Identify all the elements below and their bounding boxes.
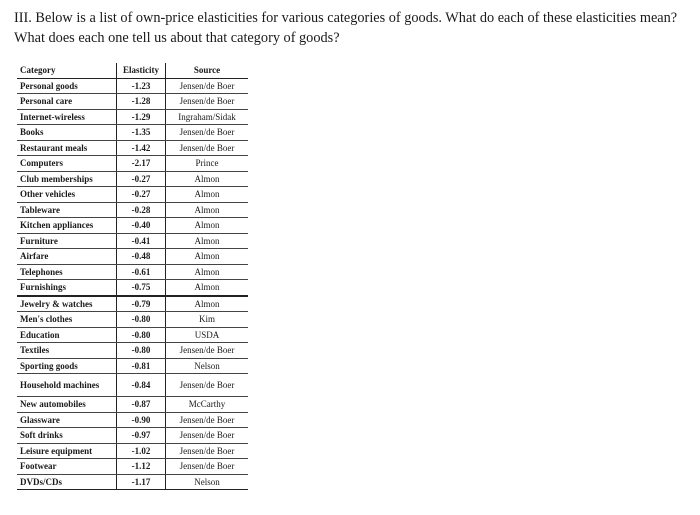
- table-row: [17, 171, 248, 187]
- elasticity-cell: -0.80: [117, 327, 166, 343]
- table-row: [17, 218, 248, 234]
- category-cell: Restaurant meals: [17, 140, 117, 156]
- elasticity-cell: -0.90: [117, 412, 166, 428]
- table-row: [17, 412, 248, 428]
- table-row: [17, 264, 248, 280]
- elasticity-cell: -0.97: [117, 428, 166, 444]
- source-cell: USDA: [166, 327, 249, 343]
- table-row: [17, 296, 248, 312]
- table-row: [17, 233, 248, 249]
- source-cell: Jensen/de Boer: [166, 140, 249, 156]
- source-cell: Jensen/de Boer: [166, 125, 249, 141]
- elasticity-cell: -0.87: [117, 397, 166, 413]
- source-cell: Nelson: [166, 474, 249, 490]
- table-row: [17, 474, 248, 490]
- category-cell: Books: [17, 125, 117, 141]
- category-cell: Personal goods: [17, 78, 117, 94]
- elasticity-cell: -1.02: [117, 443, 166, 459]
- source-cell: Jensen/de Boer: [166, 412, 249, 428]
- category-cell: Furniture: [17, 233, 117, 249]
- category-cell: Club memberships: [17, 171, 117, 187]
- source-cell: McCarthy: [166, 397, 249, 413]
- elasticity-cell: -0.80: [117, 312, 166, 328]
- table-row: [17, 140, 248, 156]
- table-body: [17, 78, 248, 490]
- question-text: III. Below is a list of own-price elasticities for various categories of goods. What do each of these elasticities mean? What does each one tell us about that category of goods?: [14, 10, 678, 46]
- table-row: [17, 358, 248, 374]
- elasticity-cell: -0.81: [117, 358, 166, 374]
- elasticity-cell: -2.17: [117, 156, 166, 172]
- table-row: [17, 109, 248, 125]
- elasticity-cell: -1.29: [117, 109, 166, 125]
- source-cell: Almon: [166, 296, 249, 312]
- source-cell: Almon: [166, 187, 249, 203]
- table-row: [17, 428, 248, 444]
- table-row: [17, 249, 248, 265]
- elasticity-cell: -1.28: [117, 94, 166, 110]
- table-row: [17, 94, 248, 110]
- elasticity-table: [17, 63, 248, 490]
- category-cell: DVDs/CDs: [17, 474, 117, 490]
- category-cell: Household machines: [17, 374, 117, 397]
- elasticity-cell: -0.40: [117, 218, 166, 234]
- elasticity-cell: -1.23: [117, 78, 166, 94]
- category-cell: Glassware: [17, 412, 117, 428]
- source-cell: Jensen/de Boer: [166, 428, 249, 444]
- source-cell: Almon: [166, 171, 249, 187]
- category-cell: Personal care: [17, 94, 117, 110]
- table-row: [17, 280, 248, 296]
- table-row: [17, 187, 248, 203]
- table-row: [17, 202, 248, 218]
- elasticity-cell: -0.80: [117, 343, 166, 359]
- source-cell: Jensen/de Boer: [166, 443, 249, 459]
- header-category: Category: [17, 63, 117, 78]
- category-cell: Airfare: [17, 249, 117, 265]
- category-cell: Textiles: [17, 343, 117, 359]
- source-cell: Jensen/de Boer: [166, 94, 249, 110]
- source-cell: Jensen/de Boer: [166, 78, 249, 94]
- table-row: [17, 459, 248, 475]
- category-cell: Kitchen appliances: [17, 218, 117, 234]
- category-cell: Men's clothes: [17, 312, 117, 328]
- table-row: [17, 327, 248, 343]
- table-row: [17, 374, 248, 397]
- elasticity-cell: -1.42: [117, 140, 166, 156]
- elasticity-cell: -0.48: [117, 249, 166, 265]
- elasticity-cell: -0.28: [117, 202, 166, 218]
- category-cell: Leisure equipment: [17, 443, 117, 459]
- source-cell: Almon: [166, 218, 249, 234]
- source-cell: Kim: [166, 312, 249, 328]
- elasticity-cell: -0.61: [117, 264, 166, 280]
- source-cell: Almon: [166, 249, 249, 265]
- source-cell: Ingraham/Sidak: [166, 109, 249, 125]
- category-cell: Jewelry & watches: [17, 296, 117, 312]
- table-row: [17, 443, 248, 459]
- category-cell: Furnishings: [17, 280, 117, 296]
- category-cell: New automobiles: [17, 397, 117, 413]
- elasticity-cell: -0.27: [117, 171, 166, 187]
- category-cell: Telephones: [17, 264, 117, 280]
- category-cell: Sporting goods: [17, 358, 117, 374]
- table-header-row: [17, 63, 248, 78]
- source-cell: Almon: [166, 264, 249, 280]
- table-row: [17, 397, 248, 413]
- elasticity-cell: -1.35: [117, 125, 166, 141]
- source-cell: Prince: [166, 156, 249, 172]
- elasticity-cell: -0.27: [117, 187, 166, 203]
- category-cell: Computers: [17, 156, 117, 172]
- elasticity-cell: -1.17: [117, 474, 166, 490]
- elasticity-cell: -0.79: [117, 296, 166, 312]
- header-elasticity: Elasticity: [117, 63, 166, 78]
- source-cell: Almon: [166, 280, 249, 296]
- header-source: Source: [166, 63, 249, 78]
- table-row: [17, 78, 248, 94]
- elasticity-cell: -0.41: [117, 233, 166, 249]
- source-cell: Almon: [166, 202, 249, 218]
- source-cell: Jensen/de Boer: [166, 343, 249, 359]
- elasticity-cell: -0.75: [117, 280, 166, 296]
- table-row: [17, 312, 248, 328]
- category-cell: Other vehicles: [17, 187, 117, 203]
- source-cell: Nelson: [166, 358, 249, 374]
- source-cell: Jensen/de Boer: [166, 374, 249, 397]
- table-row: [17, 156, 248, 172]
- table-row: [17, 125, 248, 141]
- table-row: [17, 343, 248, 359]
- elasticity-cell: -1.12: [117, 459, 166, 475]
- source-cell: Almon: [166, 233, 249, 249]
- elasticity-cell: -0.84: [117, 374, 166, 397]
- category-cell: Internet-wireless: [17, 109, 117, 125]
- category-cell: Soft drinks: [17, 428, 117, 444]
- source-cell: Jensen/de Boer: [166, 459, 249, 475]
- category-cell: Tableware: [17, 202, 117, 218]
- category-cell: Footwear: [17, 459, 117, 475]
- category-cell: Education: [17, 327, 117, 343]
